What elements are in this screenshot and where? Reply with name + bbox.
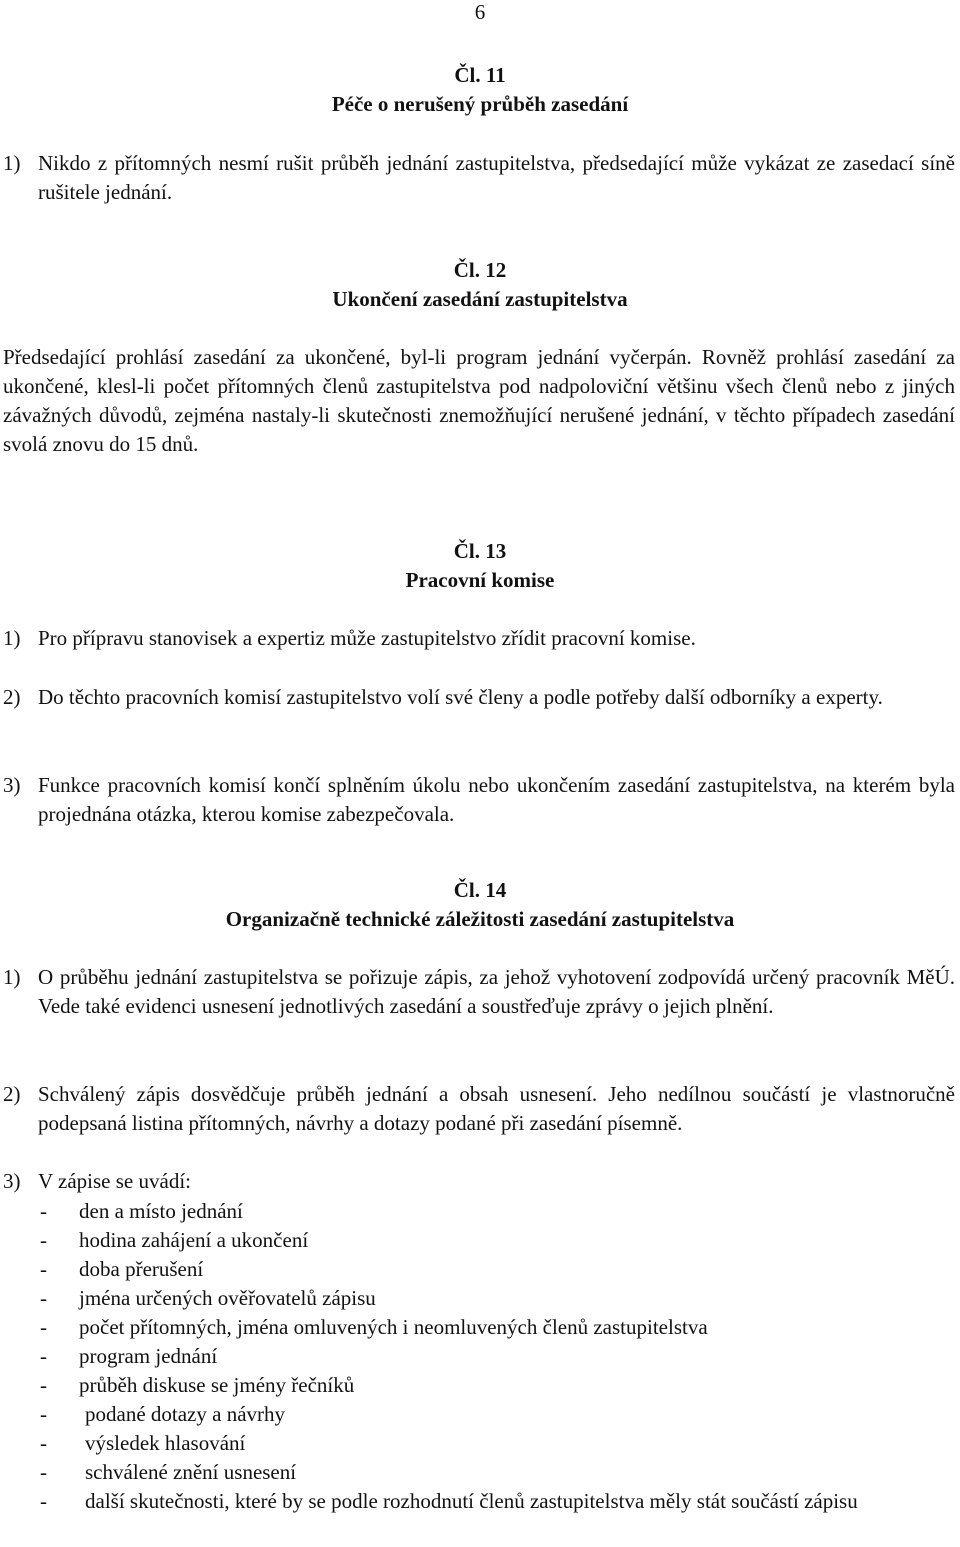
list-item-text: podané dotazy a návrhy — [85, 1402, 286, 1426]
list-dash: - — [40, 1228, 47, 1252]
article-13-title: Pracovní komise — [405, 568, 555, 592]
list-item — [40, 1458, 950, 1487]
item-text: Nikdo z přítomných nesmí rušit průběh jednání zastupitelstva, předsedající může vykázat ze zasedací síně rušitele jednání. — [38, 151, 955, 204]
list-item-text: počet přítomných, jména omluvených i neomluvených členů zastupitelstva — [79, 1315, 708, 1339]
list-dash: - — [40, 1460, 47, 1484]
page-number: 6 — [474, 0, 486, 24]
article-11-number: Čl. 11 — [454, 63, 506, 87]
list-item — [40, 1255, 950, 1284]
list-dash: - — [40, 1431, 47, 1455]
item-number: 1) — [3, 626, 21, 650]
list-item — [40, 1284, 950, 1313]
list-item — [40, 1400, 950, 1429]
article-12-paragraph: Předsedající prohlásí zasedání za ukončené, byl-li program jednání vyčerpán. Rovněž prohlásí zasedání za ukončené, klesl-li počet přítomných členů zastupitelstva pod nadpoloviční většinu všech členů nebo z jiných závažných důvodů, zejména nastaly-li skutečnosti znemožňující nerušené jednání, v těchto případech zasedání svolá znovu do 15 dnů. — [3, 345, 955, 456]
item-number: 3) — [3, 1169, 21, 1193]
item-number: 2) — [3, 1082, 21, 1106]
item-number: 3) — [3, 773, 21, 797]
list-item-text: další skutečnosti, které by se podle rozhodnutí členů zastupitelstva měly stát součástí zápisu — [85, 1489, 858, 1513]
article-14-item-3 — [3, 1167, 955, 1196]
item-number: 1) — [3, 151, 21, 175]
list-dash: - — [40, 1344, 47, 1368]
article-12-title: Ukončení zasedání zastupitelstva — [332, 287, 628, 311]
article-14-item-1 — [3, 963, 955, 1021]
item-number: 2) — [3, 685, 21, 709]
article-14-item-2 — [3, 1080, 955, 1138]
item-text: Pro přípravu stanovisek a expertiz může zastupitelstvo zřídit pracovní komise. — [38, 626, 696, 650]
list-item — [40, 1226, 950, 1255]
list-item-text: výsledek hlasování — [85, 1431, 246, 1455]
list-item — [40, 1429, 950, 1458]
item-text: Do těchto pracovních komisí zastupitelstvo volí své členy a podle potřeby další odborníky a experty. — [38, 685, 883, 709]
list-item-text: průběh diskuse se jmény řečníků — [79, 1373, 355, 1397]
list-item — [40, 1197, 950, 1226]
article-13-item-2 — [3, 683, 955, 712]
list-dash: - — [40, 1199, 47, 1223]
list-item-text: program jednání — [79, 1344, 218, 1368]
item-text: Schválený zápis dosvědčuje průběh jednání a obsah usnesení. Jeho nedílnou součástí je vlastnoručně podepsaná listina přítomných, návrhy a dotazy podané při zasedání písemně. — [38, 1082, 955, 1135]
list-item-text: schválené znění usnesení — [85, 1460, 297, 1484]
article-11-item-1 — [3, 149, 955, 207]
article-14-number: Čl. 14 — [453, 878, 507, 902]
list-item-text: den a místo jednání — [79, 1199, 243, 1223]
article-13-item-1 — [3, 624, 955, 653]
list-item-text: hodina zahájení a ukončení — [79, 1228, 309, 1252]
list-item-text: doba přerušení — [79, 1257, 204, 1281]
list-dash: - — [40, 1315, 47, 1339]
item-text: O průběhu jednání zastupitelstva se pořizuje zápis, za jehož vyhotovení zodpovídá určený pracovník MěÚ. Vede také evidenci usnesení jednotlivých zasedání a soustřeďuje zprávy o jejich plnění. — [38, 965, 955, 1018]
item-number: 1) — [3, 965, 21, 989]
list-dash: - — [40, 1286, 47, 1310]
list-dash: - — [40, 1373, 47, 1397]
list-dash: - — [40, 1402, 47, 1426]
list-item — [40, 1313, 950, 1342]
article-12-number: Čl. 12 — [453, 258, 507, 282]
list-item — [40, 1371, 950, 1400]
article-13-item-3 — [3, 771, 955, 829]
list-dash: - — [40, 1257, 47, 1281]
item-text: Funkce pracovních komisí končí splněním úkolu nebo ukončením zasedání zastupitelstva, na kterém byla projednána otázka, kterou komise zabezpečovala. — [38, 773, 955, 826]
article-14-title: Organizačně technické záležitosti zasedání zastupitelstva — [225, 907, 735, 931]
article-13-number: Čl. 13 — [453, 539, 507, 563]
item-text: V zápise se uvádí: — [38, 1169, 191, 1193]
article-11-title: Péče o nerušený průběh zasedání — [331, 92, 629, 116]
list-dash: - — [40, 1489, 47, 1513]
list-item — [40, 1342, 950, 1371]
list-item — [40, 1487, 955, 1516]
list-item-text: jména určených ověřovatelů zápisu — [79, 1286, 376, 1310]
